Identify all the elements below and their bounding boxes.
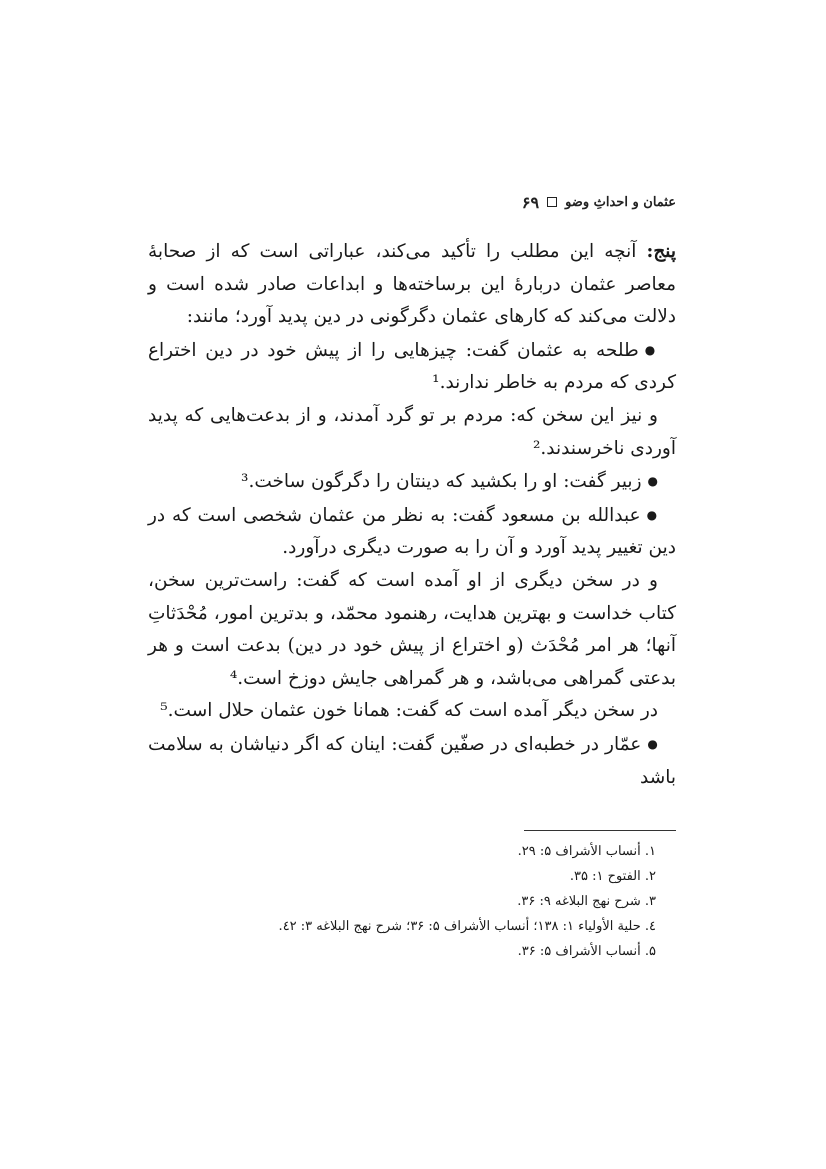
paragraph: و در سخن دیگری از او آمده است که گفت: راست‌ترین سخن، کتاب خداست و بهترین هدایت، رهنمود محمّد، و بدترین امور، مُحْدَثاتِ آنها؛ هر امر مُحْدَث (و اختراع از پیش خود در دین) بدعت است و هر بدعتی گمراهی می‌باشد، و هر گمراهی جایش دوزخ است.⁴ (148, 569, 676, 689)
footnote-item: ۳. شرح نهج البلاغه ۹: ۳۶. (517, 894, 656, 910)
footnote-item: ٤. حلية الأولياء ۱: ۱۳۸؛ أنساب الأشراف ۵: ۳۶؛ شرح نهج البلاغه ۳: ٤۲. (278, 919, 656, 935)
footnote-item: ۱. أنساب الأشراف ۵: ۲۹. (517, 844, 656, 860)
paragraph-intro (148, 236, 676, 334)
body-text (148, 236, 676, 794)
square-outline-icon (547, 197, 557, 207)
header-title: عثمان و احداثِ وضو (565, 194, 676, 210)
paragraph-bullet-zubair: ● زبیر گفت: او را بکشید که دینتان را دگرگون ساخت.³ (148, 465, 676, 499)
page-number: ۶۹ (521, 192, 540, 212)
footnote-separator (524, 830, 676, 831)
page (148, 190, 676, 964)
footnote-item: ۲. الفتوح ۱: ۳۵. (569, 869, 656, 885)
paragraph-lead: پنج: (646, 241, 676, 262)
paragraph-text: آنچه این مطلب را تأکید می‌کند، عباراتی است که از صحابهٔ معاصر عثمان دربارهٔ این برساخته‌ها و ابداعات صادر شده است و دلالت می‌کند که کارهای عثمان دگرگونی در دین پدید آورد؛ مانند: (148, 241, 676, 328)
footnotes (148, 839, 656, 964)
paragraph: در سخن دیگر آمده است که گفت: همانا خون عثمان حلال است.⁵ (160, 700, 658, 722)
paragraph-bullet-ammar: ● عمّار در خطبه‌ای در صفّین گفت: اینان که اگر دنیاشان به سلامت باشد (148, 728, 676, 794)
paragraph: و نیز این سخن که: مردم بر تو گرد آمدند، و از بدعت‌هایی که پدید آوردی ناخرسندند.² (148, 404, 676, 459)
footnote-item: ۵. أنساب الأشراف ۵: ۳۶. (517, 944, 656, 960)
paragraph-bullet-ibn-masud: ● عبدالله بن مسعود گفت: به نظر من عثمان شخصی است که در دین تغییر پدید آورد و آن را به صورت دیگری درآورد. (148, 499, 676, 565)
paragraph-bullet-talha: ● طلحه به عثمان گفت: چیزهایی را از پیش خود در دین اختراع کردی که مردم به خاطر ندارند.¹ (148, 334, 676, 400)
running-header (148, 190, 676, 214)
